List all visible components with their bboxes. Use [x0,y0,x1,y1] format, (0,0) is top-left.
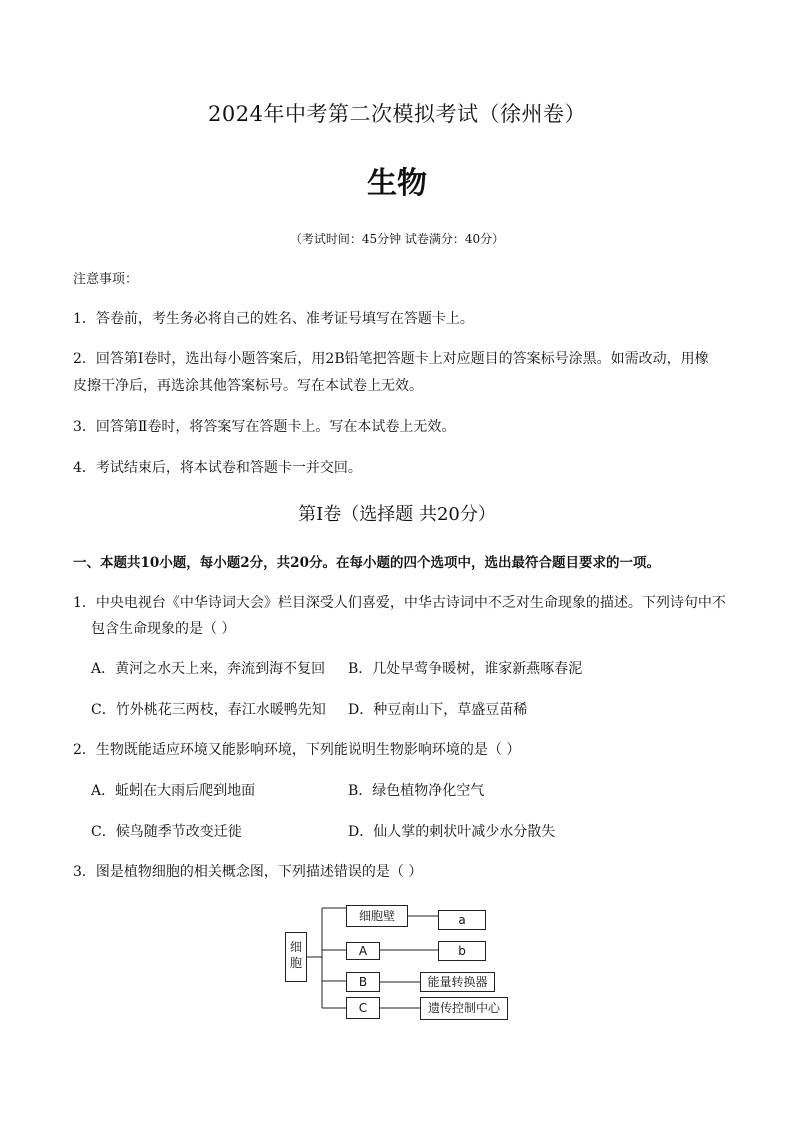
question-1-option-d[interactable]: D．种豆南山下，草盛豆苗稀 [348,702,528,718]
exam-title: 2024年中考第二次模拟考试（徐州卷） [208,102,586,126]
diagram-leaf-energy-converter: 能量转换器 [420,972,495,992]
question-1-stem-cont: 包含生命现象的是（ ） [91,621,236,637]
notice-heading: 注意事项： [73,272,139,287]
question-2-option-b[interactable]: B．绿色植物净化空气 [348,783,485,799]
part-intro: 一、本题共10小题，每小题2分，共20分。在每小题的四个选项中，选出最符合题目要求的一项。 [73,555,660,571]
question-2-option-d[interactable]: D．仙人掌的刺状叶减少水分散失 [348,824,556,840]
diagram-node-cell-wall: 细胞壁 [346,905,408,927]
diagram-node-b: B [346,972,380,992]
diagram-leaf-genetic-control-center: 遗传控制中心 [420,997,508,1020]
question-1-option-b[interactable]: B．几处早莺争暖树，谁家新燕啄春泥 [348,661,583,677]
notice-item-2: 2．回答第Ⅰ卷时，选出每小题答案后，用2B铅笔把答题卡上对应题目的答案标号涂黑。如需改动，用橡 [73,351,709,367]
diagram-node-a: A [346,942,380,960]
diagram-node-c: C [346,997,380,1019]
diagram-root-cell [285,932,307,982]
notice-item-4: 4．考试结束后，将本试卷和答题卡一并交回。 [73,460,362,476]
section-heading: 第Ⅰ卷（选择题 共20分） [298,504,496,525]
cell-concept-diagram [280,898,520,1028]
question-2-option-a[interactable]: A．蚯蚓在大雨后爬到地面 [91,783,256,799]
subject-title: 生物 [367,166,427,201]
diagram-root-char-1: 细 [289,940,302,954]
diagram-leaf-b: b [438,941,486,961]
question-2-stem: 2．生物既能适应环境又能影响环境，下列能说明生物影响环境的是（ ） [73,742,521,758]
exam-meta: （考试时间：45分钟 试卷满分：40分） [289,232,505,246]
question-2-option-c[interactable]: C．候鸟随季节改变迁徙 [91,824,242,840]
question-1-option-a[interactable]: A．黄河之水天上来，奔流到海不复回 [91,661,326,677]
notice-item-2-cont: 皮擦干净后，再选涂其他答案标号。写在本试卷上无效。 [73,378,423,394]
question-1-stem: 1．中央电视台《中华诗词大会》栏目深受人们喜爱，中华古诗词中不乏对生命现象的描述。下列诗句中不 [73,595,726,611]
question-3-stem: 3．图是植物细胞的相关概念图，下列描述错误的是（ ） [73,864,423,880]
question-1-option-c[interactable]: C．竹外桃花三两枝，春江水暖鸭先知 [91,702,326,718]
notice-item-3: 3．回答第Ⅱ卷时，将答案写在答题卡上。写在本试卷上无效。 [73,419,456,435]
diagram-root-char-2: 胞 [289,956,302,970]
notice-item-1: 1．答卷前，考生务必将自己的姓名、准考证号填写在答题卡上。 [73,311,474,327]
diagram-leaf-a: a [438,910,486,930]
